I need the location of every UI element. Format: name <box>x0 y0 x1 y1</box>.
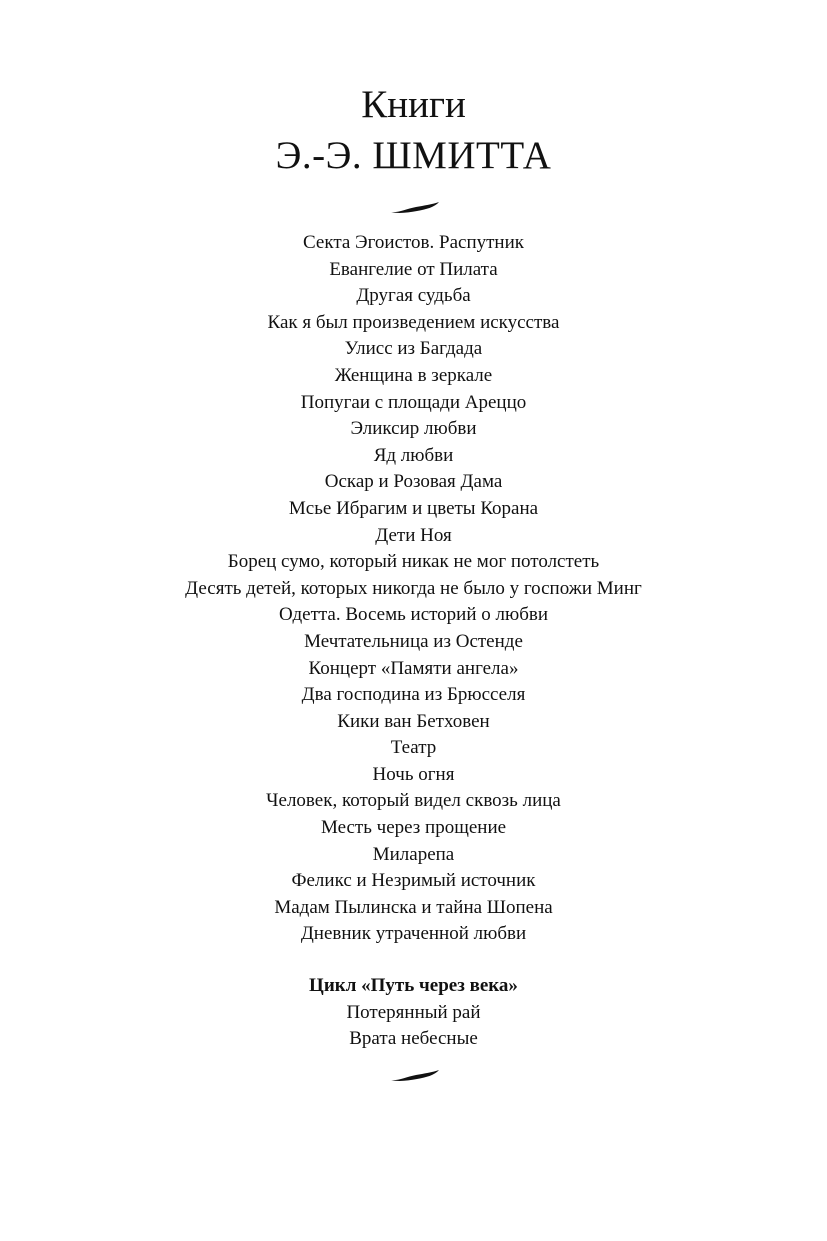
brush-stroke-ornament-icon <box>390 1068 440 1084</box>
book-title: Два господина из Брюсселя <box>301 684 526 706</box>
book-title: Другая судьба <box>356 285 471 307</box>
book-title: Борец сумо, который никак не мог потолстеть <box>227 551 600 573</box>
author-name: Э.-Э. ШМИТТА <box>275 134 552 177</box>
book-title: Эликсир любви <box>350 418 477 440</box>
book-list <box>0 230 827 948</box>
book-title: Мечтательница из Остенде <box>304 630 523 652</box>
page-title: Книги <box>361 83 466 126</box>
book-title: Дети Ноя <box>375 524 452 546</box>
brush-stroke-ornament-icon <box>390 200 440 216</box>
book-title: Улисс из Багдада <box>344 338 483 360</box>
book-title: Миларепа <box>372 843 455 865</box>
book-title: Концерт «Памяти ангела» <box>308 657 519 679</box>
book-title: Одетта. Восемь историй о любви <box>279 604 548 626</box>
book-title: Феликс и Незримый источник <box>291 870 536 892</box>
book-title: Театр <box>390 737 437 759</box>
book-title: Кики ван Бетховен <box>337 710 490 732</box>
book-title: Оскар и Розовая Дама <box>324 471 503 493</box>
book-title: Как я был произведением искусства <box>267 311 560 333</box>
book-title: Месть через прощение <box>320 817 507 839</box>
book-title: Мсье Ибрагим и цветы Корана <box>288 497 539 519</box>
cycle-title: Цикл «Путь через века» <box>309 975 518 996</box>
book-title: Попугаи с площади Ареццо <box>300 391 527 413</box>
book-title: Мадам Пылинска и тайна Шопена <box>274 896 553 918</box>
book-title: Десять детей, которых никогда не было у госпожи Минг <box>185 577 642 599</box>
cycle-list <box>0 973 827 1053</box>
book-title: Секта Эгоистов. Распутник <box>303 232 524 253</box>
book-title: Ночь огня <box>372 763 455 785</box>
book-title: Человек, который видел сквозь лица <box>266 790 561 812</box>
cycle-book-title: Потерянный рай <box>346 1001 481 1023</box>
book-title: Дневник утраченной любви <box>300 923 527 945</box>
cycle-book-title: Врата небесные <box>349 1028 478 1050</box>
book-title: Женщина в зеркале <box>334 364 493 386</box>
book-title: Яд любви <box>373 444 454 466</box>
book-title: Евангелие от Пилата <box>329 258 498 280</box>
